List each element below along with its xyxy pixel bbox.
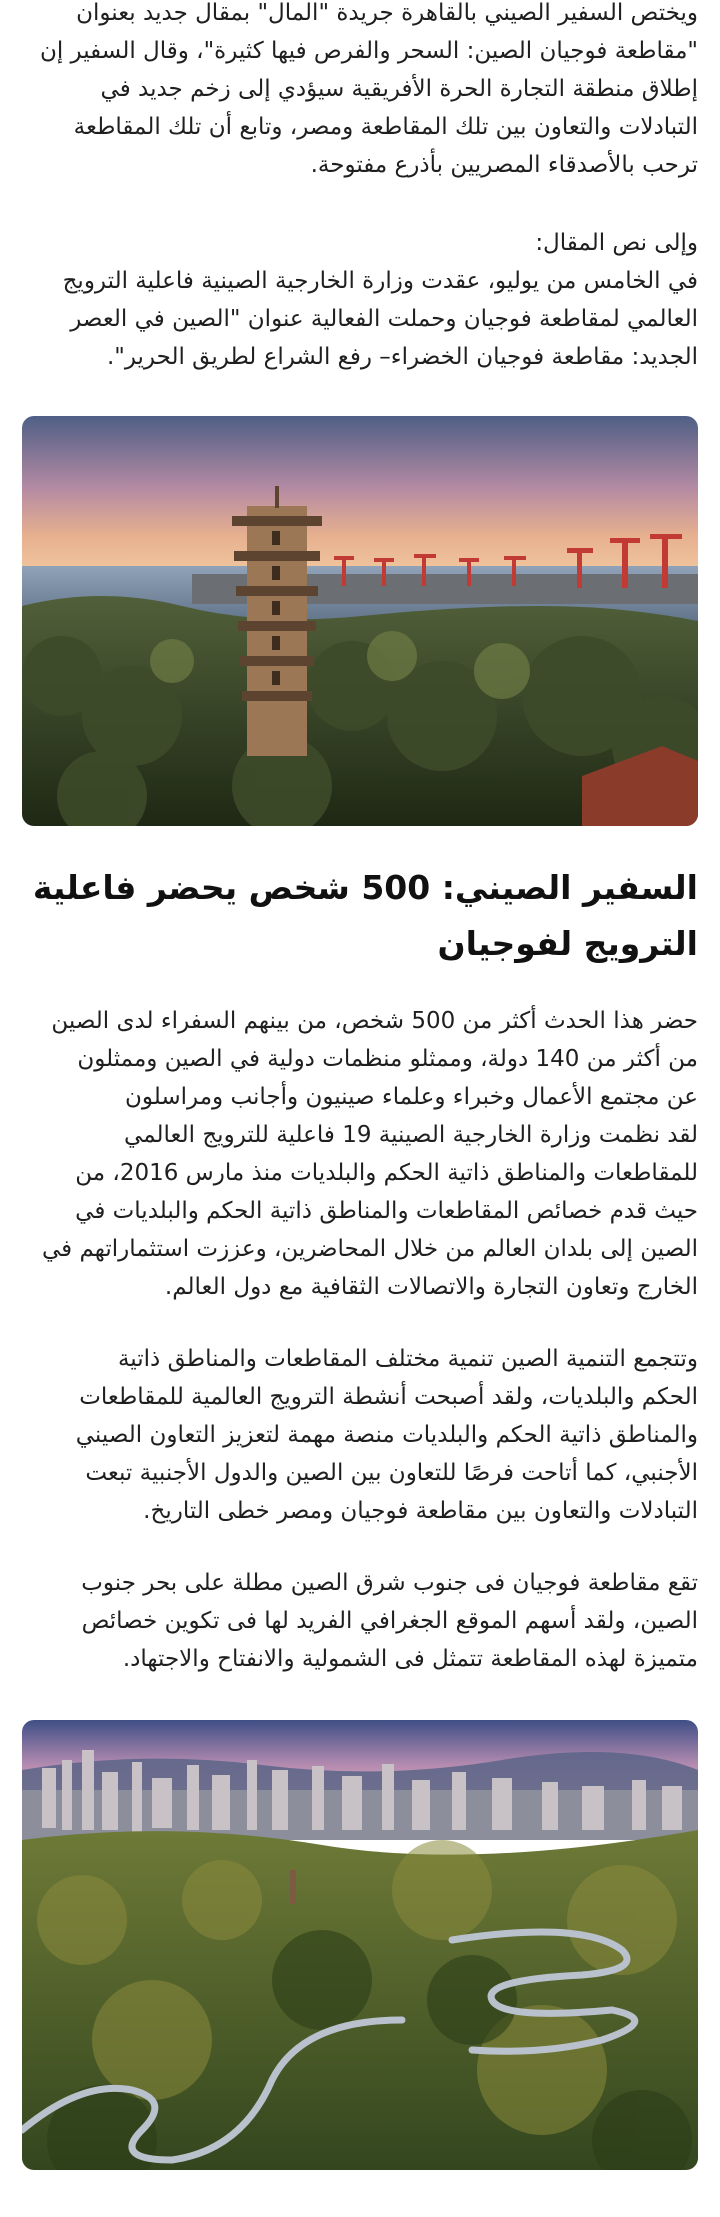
paragraph-event: في الخامس من يوليو، عقدت وزارة الخارجية الصينية فاعلية الترويج العالمي لمقاطعة فوجيان وحملت الفعالية عنوان "الصين في العصر الجديد: مقاطعة فوجيان الخضراء– رفع الشراع لطريق الحرير". xyxy=(62,268,698,370)
paragraph-development: وتتجمع التنمية الصين تنمية مختلف المقاطعات والمناطق ذاتية الحكم والبلديات، ولقد أصبحت أنشطة الترويج العالمية للمقاطعات والمناطق ذاتية الحكم والبلديات منصة مهمة لتعزيز التعاون الصيني الأجنبي، كما أتاحت فرصًا للتعاون بين الصين والدول الأجنبية تبعت التبادلات والتعاون بين مقاطعة فوجيان ومصر خطى التاريخ. xyxy=(75,1346,698,1524)
paragraph-attendance: حضر هذا الحدث أكثر من 500 شخص، من بينهم السفراء لدى الصين من أكثر من 140 دولة، وممثلو منظمات دولية في الصين وممثلون عن مجتمع الأعمال وخبراء وعلماء صينيون وأجانب ومراسلون لقد نظمت وزارة الخارجية الصينية 19 فاعلية للترويج العالمي للمقاطعات والمناطق ذاتية الحكم والبلديات منذ مارس 2016، من حيث قدم خصائص المقاطعات والمناطق ذاتية الحكم والبلديات في الصين إلى بلدان العالم من خلال المحاضرين، وعززت استثماراتهم في الخارج وتعاون التجارة والاتصالات الثقافية مع دول العالم. xyxy=(41,1008,698,1300)
article-text-label: وإلى نص المقال: xyxy=(535,230,698,256)
paragraph-location: تقع مقاطعة فوجيان فى جنوب شرق الصين مطلة على بحر جنوب الصين، ولقد أسهم الموقع الجغرافي الفريد لها فى تكوين خصائص متميزة لهذه المقاطعة تتمثل فى الشمولية والانفتاح والاجتهاد. xyxy=(81,1570,698,1672)
section-heading: السفير الصيني: 500 شخص يحضر فاعلية الترويج لفوجيان xyxy=(32,868,698,963)
pagoda-over-port-photo xyxy=(22,416,698,826)
article xyxy=(22,0,698,2170)
city-and-winding-road-photo xyxy=(22,1720,698,2170)
paragraph-intro: ويختص السفير الصيني بالقاهرة جريدة "المال" بمقال جديد بعنوان "مقاطعة فوجيان الصين: السحر والفرص فيها كثيرة"، وقال السفير إن إطلاق منطقة التجارة الحرة الأفريقية سيؤدي إلى زخم جديد في التبادلات والتعاون بين تلك المقاطعة ومصر، وتابع أن تلك المقاطعة ترحب بالأصدقاء المصريين بأذرع مفتوحة. xyxy=(39,0,698,178)
